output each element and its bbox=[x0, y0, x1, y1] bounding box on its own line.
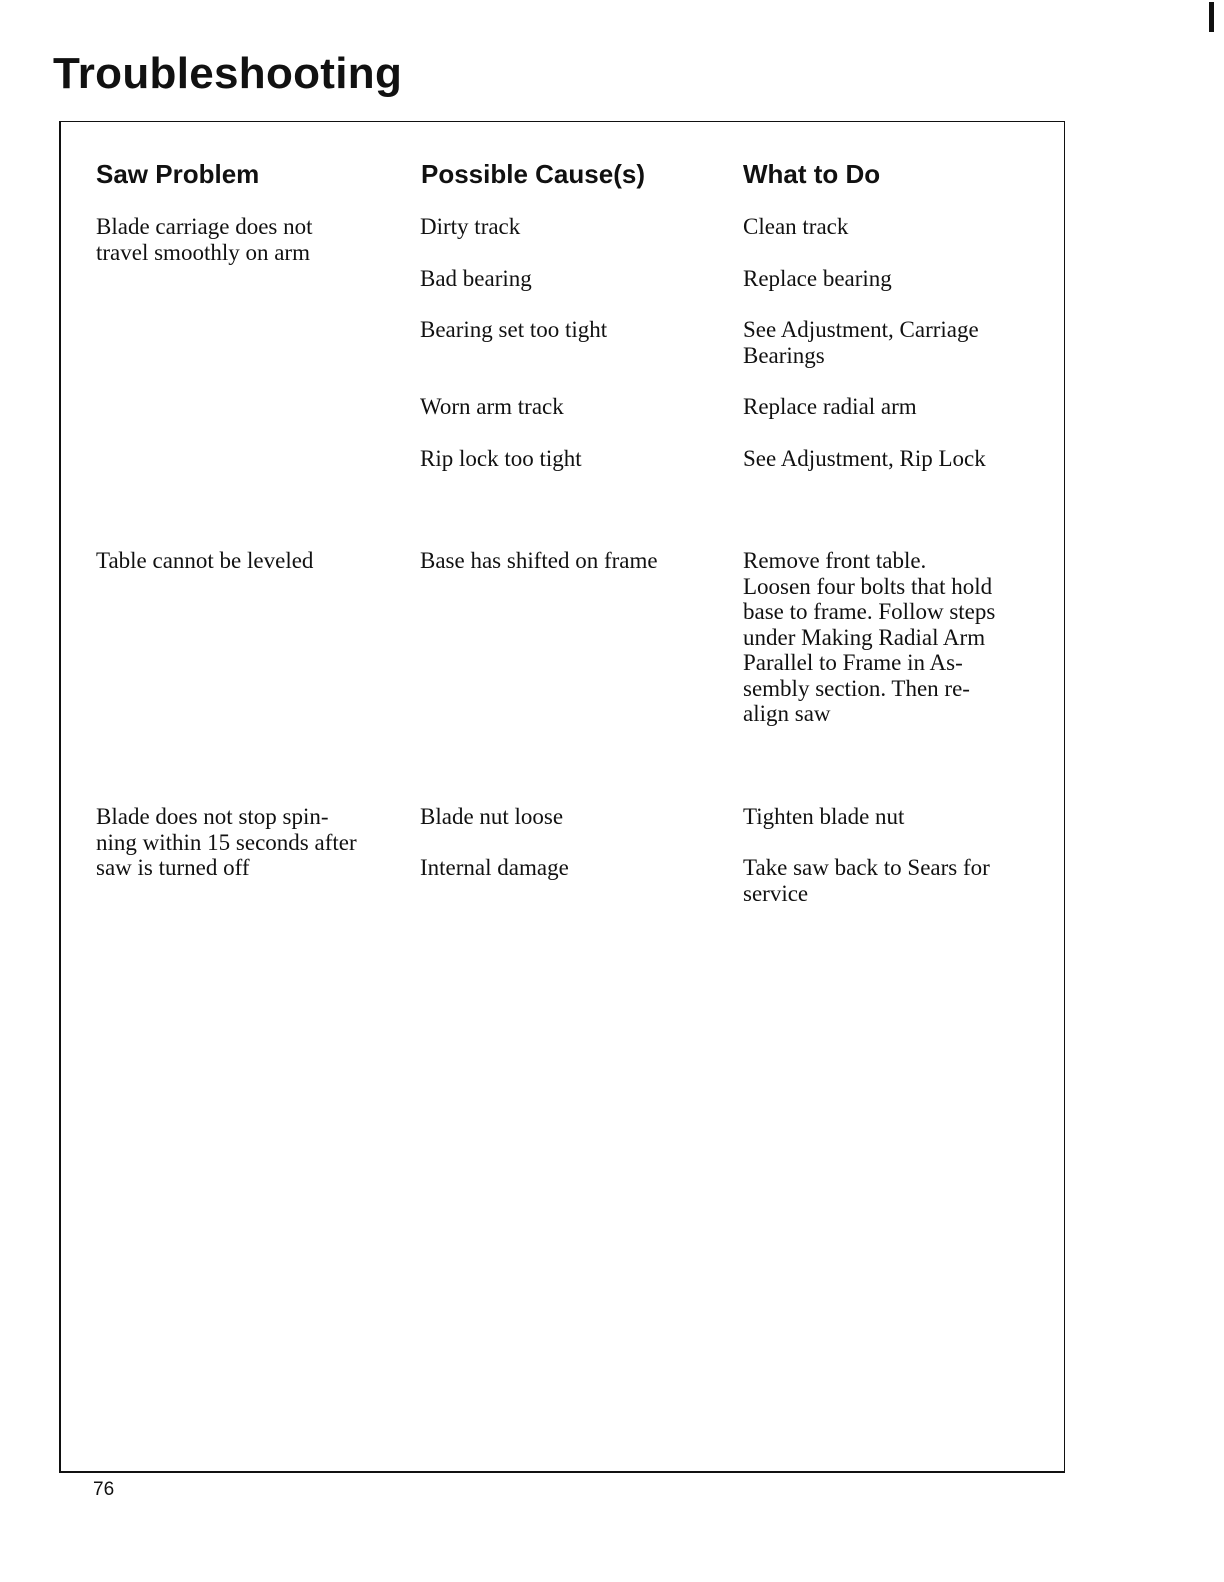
cause-dirty-track: Dirty track bbox=[420, 214, 521, 239]
header-possible-causes: Possible Cause(s) bbox=[421, 159, 645, 189]
cause-internal-damage: Internal damage bbox=[420, 855, 569, 880]
cause-bearing-tight: Bearing set too tight bbox=[420, 317, 608, 342]
cause-blade-nut-loose: Blade nut loose bbox=[420, 804, 564, 829]
cause-base-shifted: Base has shifted on frame bbox=[420, 548, 658, 573]
remedy-replace-bearing: Replace bearing bbox=[743, 266, 892, 291]
page-number: 76 bbox=[93, 1479, 115, 1500]
cause-worn-arm-track: Worn arm track bbox=[420, 394, 564, 419]
remedy-realign: Remove front table. Loosen four bolts that hold base to frame. Follow steps under Making Radial Arm Parallel to Frame in As- sembly section. Then re- align saw bbox=[743, 548, 996, 726]
header-what-to-do: What to Do bbox=[743, 159, 881, 189]
remedy-sears-service: Take saw back to Sears for service bbox=[743, 855, 990, 906]
remedy-replace-radial-arm: Replace radial arm bbox=[743, 394, 917, 419]
remedy-carriage-bearings: See Adjustment, Carriage Bearings bbox=[743, 317, 979, 368]
header-saw-problem: Saw Problem bbox=[96, 159, 260, 189]
remedy-tighten-nut: Tighten blade nut bbox=[743, 804, 905, 829]
remedy-rip-lock: See Adjustment, Rip Lock bbox=[743, 446, 986, 471]
page-title: Troubleshooting bbox=[53, 49, 403, 98]
edge-mark bbox=[1209, 2, 1214, 32]
problem-table-level: Table cannot be leveled bbox=[96, 548, 314, 573]
cause-rip-lock-tight: Rip lock too tight bbox=[420, 446, 582, 471]
remedy-clean-track: Clean track bbox=[743, 214, 849, 239]
problem-blade-spin: Blade does not stop spin- ning within 15 seconds after saw is turned off bbox=[96, 804, 357, 880]
problem-carriage: Blade carriage does not travel smoothly on arm bbox=[96, 214, 313, 265]
cause-bad-bearing: Bad bearing bbox=[420, 266, 532, 291]
